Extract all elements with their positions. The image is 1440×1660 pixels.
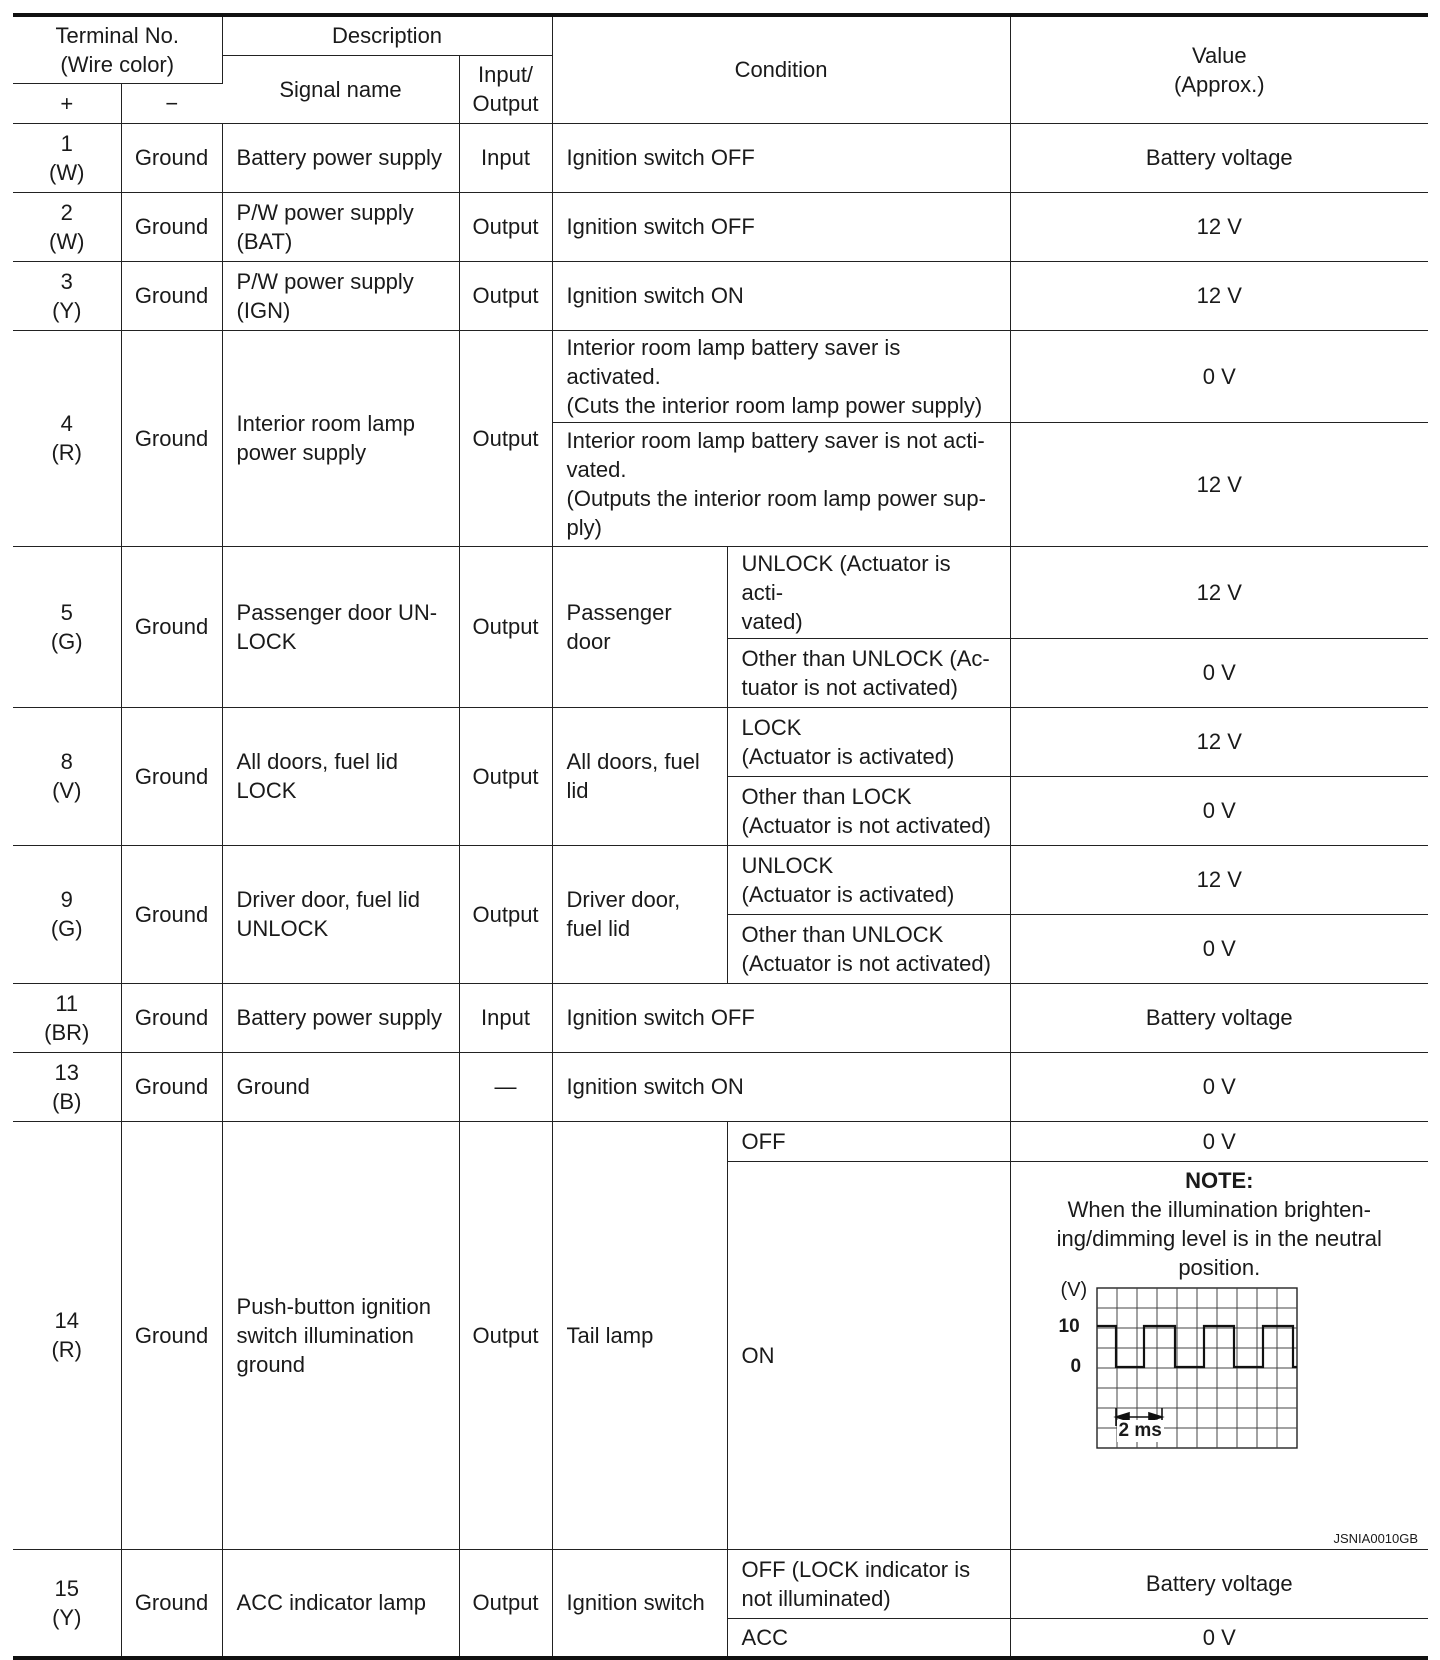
header-value-label: Value bbox=[1191, 42, 1247, 68]
signal-name-cell bbox=[222, 330, 459, 546]
signal-name-cell bbox=[222, 845, 459, 983]
header-signal-name: Signal name bbox=[222, 55, 459, 123]
oscilloscope-waveform bbox=[1019, 1278, 1421, 1547]
note-line: position. bbox=[1178, 1254, 1261, 1280]
condition-line: Other than LOCK bbox=[741, 783, 912, 809]
terminal-cell bbox=[13, 192, 121, 261]
terminal-number: 13 bbox=[54, 1059, 79, 1085]
scope-y-low: 0 bbox=[1070, 1355, 1082, 1377]
table-row bbox=[13, 1549, 1428, 1618]
condition-line: ply) bbox=[566, 515, 602, 540]
sub-condition-cell bbox=[727, 845, 1010, 914]
wire-color: (V) bbox=[52, 778, 82, 803]
value-cell: 12 V bbox=[1010, 845, 1428, 914]
wire-color: (W) bbox=[49, 228, 85, 254]
value-cell: 0 V bbox=[1010, 1121, 1428, 1161]
condition-line: (Actuator is activated) bbox=[741, 881, 955, 907]
wire-color: (BR) bbox=[44, 1019, 90, 1045]
header-approx-label: (Approx.) bbox=[1174, 71, 1265, 97]
condition-line: UNLOCK bbox=[741, 852, 834, 878]
sub-condition-cell: ACC bbox=[727, 1618, 1010, 1658]
condition-line: vated) bbox=[741, 608, 803, 634]
signal-name-cell: Battery power supply bbox=[222, 123, 459, 192]
signal-name-cell bbox=[222, 261, 459, 330]
signal-name-line: Passenger door UN- bbox=[236, 599, 438, 625]
condition-line: LOCK bbox=[741, 714, 802, 740]
figure-reference-code: JSNIA0010GB bbox=[1333, 1530, 1419, 1546]
value-cell: 12 V bbox=[1010, 192, 1428, 261]
value-cell: Battery voltage bbox=[1010, 123, 1428, 192]
signal-name-line: (BAT) bbox=[236, 228, 293, 254]
terminal-number: 8 bbox=[60, 749, 73, 774]
io-cell: Input bbox=[459, 123, 552, 192]
signal-name-cell: Battery power supply bbox=[222, 983, 459, 1052]
terminal-number: 4 bbox=[60, 411, 73, 436]
minus-cell: Ground bbox=[121, 983, 222, 1052]
value-cell: 12 V bbox=[1010, 546, 1428, 638]
signal-name-line: Driver door, fuel lid bbox=[236, 887, 420, 912]
signal-name-line: (IGN) bbox=[236, 297, 291, 323]
signal-name-line: P/W power supply bbox=[236, 268, 414, 294]
header-value bbox=[1010, 15, 1428, 123]
io-cell: Output bbox=[459, 546, 552, 707]
condition-line: door bbox=[566, 628, 611, 654]
condition-line: (Actuator is not activated) bbox=[741, 812, 991, 838]
terminal-number: 1 bbox=[60, 130, 73, 156]
terminal-number: 9 bbox=[60, 887, 73, 912]
condition-line: tuator is not activated) bbox=[741, 674, 958, 700]
table-row bbox=[13, 983, 1428, 1052]
wire-color: (G) bbox=[50, 628, 83, 654]
condition-line: (Actuator is not activated) bbox=[741, 950, 991, 976]
header-plus: + bbox=[13, 83, 121, 123]
condition-line: (Actuator is activated) bbox=[741, 743, 955, 769]
value-cell: 12 V bbox=[1010, 261, 1428, 330]
io-cell: Output bbox=[459, 261, 552, 330]
scope-time-label: 2 ms bbox=[1118, 1419, 1162, 1441]
note-title: NOTE: bbox=[1185, 1167, 1254, 1193]
io-cell: Output bbox=[459, 192, 552, 261]
signal-name-cell bbox=[222, 192, 459, 261]
sub-condition-cell bbox=[727, 707, 1010, 776]
scope-y-high: 10 bbox=[1058, 1315, 1080, 1337]
condition-cell: Tail lamp bbox=[552, 1121, 727, 1549]
minus-cell: Ground bbox=[121, 261, 222, 330]
io-cell: Output bbox=[459, 1121, 552, 1549]
wire-color: (R) bbox=[51, 1337, 83, 1362]
terminal-number: 15 bbox=[54, 1575, 79, 1601]
terminal-cell bbox=[13, 330, 121, 546]
condition-line: fuel lid bbox=[566, 916, 631, 941]
table-row bbox=[13, 546, 1428, 638]
sub-condition-cell bbox=[727, 638, 1010, 707]
io-cell: — bbox=[459, 1052, 552, 1121]
sub-condition-cell bbox=[727, 914, 1010, 983]
condition-line: Passenger bbox=[566, 599, 672, 625]
minus-cell: Ground bbox=[121, 192, 222, 261]
value-note-cell bbox=[1010, 1161, 1428, 1549]
terminal-number: 2 bbox=[60, 199, 73, 225]
condition-cell: Ignition switch ON bbox=[552, 1052, 1010, 1121]
minus-cell: Ground bbox=[121, 546, 222, 707]
condition-line: Other than UNLOCK (Ac- bbox=[741, 645, 990, 671]
signal-name-line: P/W power supply bbox=[236, 199, 414, 225]
sub-condition-cell bbox=[727, 776, 1010, 845]
condition-cell bbox=[552, 546, 727, 707]
condition-line: (Cuts the interior room lamp power supply) bbox=[566, 392, 983, 418]
terminal-spec-table bbox=[13, 13, 1428, 1660]
table-row bbox=[13, 330, 1428, 422]
signal-name-line: LOCK bbox=[236, 628, 297, 654]
condition-cell: Ignition switch bbox=[552, 1549, 727, 1658]
header-input-output bbox=[459, 55, 552, 123]
note-line: When the illumination brighten- bbox=[1067, 1196, 1371, 1222]
table-row bbox=[13, 1121, 1428, 1161]
terminal-cell bbox=[13, 707, 121, 845]
condition-line: Interior room lamp battery saver is not acti- bbox=[566, 428, 985, 453]
table-row bbox=[13, 845, 1428, 914]
terminal-number: 3 bbox=[60, 268, 73, 294]
terminal-number: 11 bbox=[55, 990, 79, 1016]
sub-condition-cell: ON bbox=[727, 1161, 1010, 1549]
terminal-cell bbox=[13, 1052, 121, 1121]
io-cell: Output bbox=[459, 707, 552, 845]
minus-cell: Ground bbox=[121, 845, 222, 983]
signal-name-line: power supply bbox=[236, 440, 367, 465]
signal-name-line: Interior room lamp bbox=[236, 411, 416, 436]
value-cell: 0 V bbox=[1010, 776, 1428, 845]
condition-line: OFF (LOCK indicator is bbox=[741, 1556, 971, 1582]
header-description: Description bbox=[222, 15, 552, 55]
condition-cell: Ignition switch OFF bbox=[552, 123, 1010, 192]
wire-color: (G) bbox=[50, 916, 83, 941]
condition-line: Other than UNLOCK bbox=[741, 921, 944, 947]
wire-color: (B) bbox=[52, 1088, 82, 1114]
terminal-cell bbox=[13, 983, 121, 1052]
minus-cell: Ground bbox=[121, 1549, 222, 1658]
terminal-number: 14 bbox=[54, 1308, 79, 1333]
condition-cell: Ignition switch OFF bbox=[552, 192, 1010, 261]
table-row bbox=[13, 261, 1428, 330]
condition-cell bbox=[552, 707, 727, 845]
signal-name-cell: Ground bbox=[222, 1052, 459, 1121]
signal-name-line: All doors, fuel lid bbox=[236, 749, 398, 774]
value-cell: 12 V bbox=[1010, 422, 1428, 546]
sub-condition-cell bbox=[727, 1549, 1010, 1618]
io-cell: Output bbox=[459, 1549, 552, 1658]
header-wire-color-label: (Wire color) bbox=[60, 51, 175, 77]
terminal-number: 5 bbox=[60, 599, 73, 625]
terminal-cell bbox=[13, 1549, 121, 1658]
condition-line: vated. bbox=[566, 457, 627, 482]
sub-condition-cell bbox=[727, 546, 1010, 638]
condition-cell bbox=[552, 330, 1010, 422]
minus-cell: Ground bbox=[121, 330, 222, 546]
signal-name-cell bbox=[222, 707, 459, 845]
signal-name-cell bbox=[222, 1121, 459, 1549]
terminal-cell bbox=[13, 1121, 121, 1549]
wire-color: (Y) bbox=[52, 297, 82, 323]
table-row bbox=[13, 192, 1428, 261]
condition-line: lid bbox=[566, 778, 589, 803]
header-terminal-no-label: Terminal No. bbox=[55, 22, 179, 48]
condition-line: Interior room lamp battery saver is activated. bbox=[566, 334, 901, 389]
value-cell: 0 V bbox=[1010, 1618, 1428, 1658]
terminal-cell bbox=[13, 261, 121, 330]
terminal-cell bbox=[13, 845, 121, 983]
wire-color: (R) bbox=[51, 440, 83, 465]
table-row bbox=[13, 123, 1428, 192]
value-cell: 0 V bbox=[1010, 638, 1428, 707]
minus-cell: Ground bbox=[121, 1052, 222, 1121]
table-row bbox=[13, 707, 1428, 776]
signal-name-line: switch illumination bbox=[236, 1322, 414, 1348]
signal-name-line: Push-button ignition bbox=[236, 1293, 431, 1319]
header-minus: − bbox=[121, 83, 222, 123]
signal-name-line: LOCK bbox=[236, 778, 297, 803]
terminal-cell bbox=[13, 123, 121, 192]
signal-name-cell: ACC indicator lamp bbox=[222, 1549, 459, 1658]
wire-color: (W) bbox=[49, 159, 85, 185]
signal-name-cell bbox=[222, 546, 459, 707]
signal-name-line: ground bbox=[236, 1351, 306, 1377]
value-cell: Battery voltage bbox=[1010, 1549, 1428, 1618]
condition-cell: Ignition switch ON bbox=[552, 261, 1010, 330]
condition-line: not illuminated) bbox=[741, 1585, 891, 1611]
minus-cell: Ground bbox=[121, 1121, 222, 1549]
value-cell: 0 V bbox=[1010, 1052, 1428, 1121]
header-terminal-no bbox=[13, 15, 222, 83]
sub-condition-cell: OFF bbox=[727, 1121, 1010, 1161]
value-cell: 0 V bbox=[1010, 330, 1428, 422]
condition-line: Driver door, bbox=[566, 887, 681, 912]
io-cell: Output bbox=[459, 845, 552, 983]
io-cell: Input bbox=[459, 983, 552, 1052]
condition-cell: Ignition switch OFF bbox=[552, 983, 1010, 1052]
condition-cell bbox=[552, 845, 727, 983]
header-output-label: Output bbox=[472, 91, 539, 116]
condition-line: UNLOCK (Actuator is acti- bbox=[741, 550, 951, 605]
wire-color: (Y) bbox=[52, 1604, 82, 1630]
condition-line: (Outputs the interior room lamp power sup- bbox=[566, 486, 986, 511]
condition-line: All doors, fuel bbox=[566, 749, 700, 774]
minus-cell: Ground bbox=[121, 707, 222, 845]
io-cell: Output bbox=[459, 330, 552, 546]
signal-name-line: UNLOCK bbox=[236, 916, 329, 941]
header-input-label: Input/ bbox=[478, 62, 534, 87]
minus-cell: Ground bbox=[121, 123, 222, 192]
header-condition: Condition bbox=[552, 15, 1010, 123]
condition-cell bbox=[552, 422, 1010, 546]
note-line: ing/dimming level is in the neutral bbox=[1056, 1225, 1382, 1251]
scope-y-unit: (V) bbox=[1060, 1278, 1088, 1301]
value-cell: 0 V bbox=[1010, 914, 1428, 983]
table-row bbox=[13, 1052, 1428, 1121]
value-cell: 12 V bbox=[1010, 707, 1428, 776]
value-cell: Battery voltage bbox=[1010, 983, 1428, 1052]
terminal-cell bbox=[13, 546, 121, 707]
